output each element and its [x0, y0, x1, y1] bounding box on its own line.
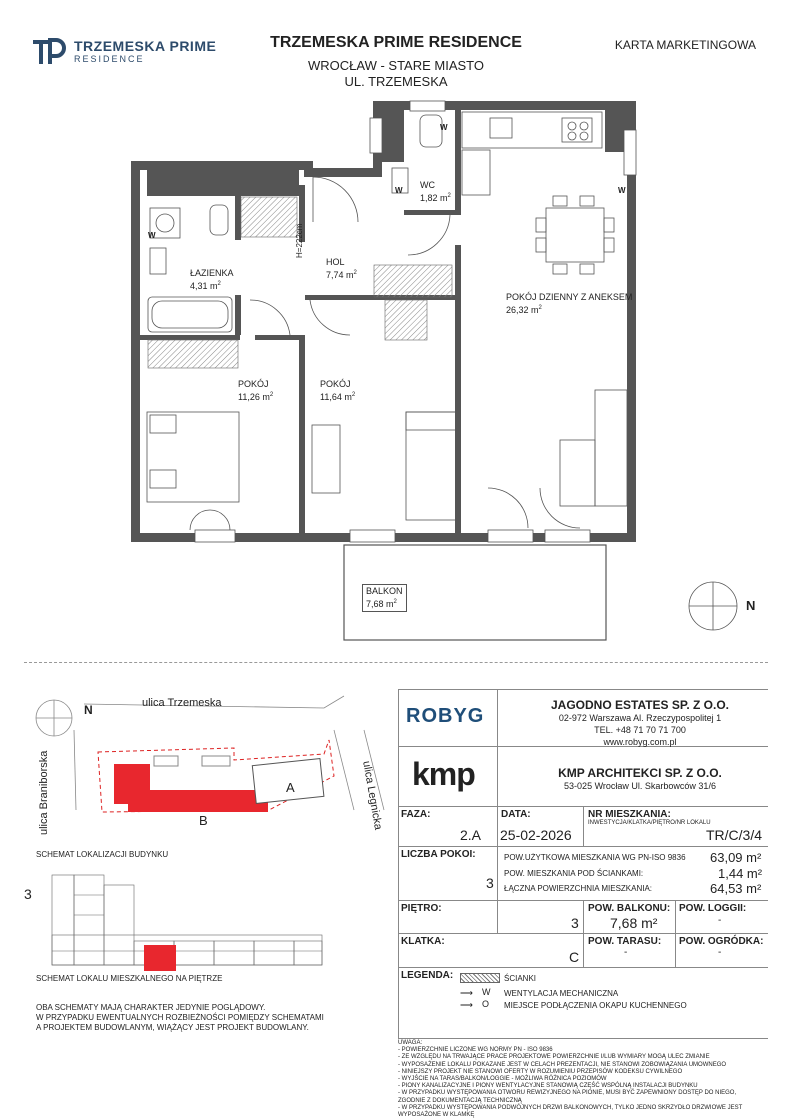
building-a-label: A [286, 780, 295, 795]
klatka-label: KLATKA: [401, 936, 445, 947]
legend-o-symbol: O [482, 999, 490, 1009]
data-label: DATA: [501, 809, 531, 820]
uwagi-line: ZGODNIE Z DOKUMENTACJĄ TECHNICZNĄ [398, 1097, 522, 1104]
uwagi-line: - W PRZYPADKU WYSTĘPOWANIA PODWÓJNYCH DRZWI BALKONOWYCH, TYLKO JEDNO SKRZYDŁO DRZWIOWE JEST [398, 1104, 743, 1111]
row-divider-7 [398, 1038, 768, 1039]
kmp-logo: kmp [412, 756, 475, 792]
pow-lacz-label: ŁĄCZNA POWIERZCHNIA MIESZKANIA: [504, 884, 653, 893]
room-label-pokoj-1: POKÓJ 11,26 $m^2$ [238, 379, 274, 402]
uwagi-line: WYPOSAŻONE W KLAMKĘ [398, 1112, 475, 1119]
building-b-label: B [199, 813, 208, 828]
balkon-label: POW. BALKONU: [588, 903, 671, 914]
disclaimer-3: A PROJEKTEM BUDOWLANYM, WIĄŻĄCY JEST PROJEKT BUDOWLANY. [36, 1023, 309, 1032]
legend-w-symbol: W [482, 987, 491, 997]
pow-sc-value: 1,44 m² [718, 866, 763, 881]
nr-value: TR/C/3/4 [706, 827, 763, 843]
loggia-label: POW. LOGGII: [679, 903, 747, 914]
street-braniborska: ulica Braniborska [38, 750, 50, 835]
room-label-wc: WC 1,82 $m^2$ [420, 180, 451, 203]
pietro-value: 3 [571, 915, 579, 931]
faza-label: FAZA: [401, 809, 431, 820]
pow-uz-value: 63,09 m² [710, 850, 762, 865]
legend-w-arrow-icon: ⟶ [460, 988, 473, 998]
pokoje-label: LICZBA POKOI: [401, 849, 476, 860]
uwagi-line: - NINIEJSZY PROJEKT NIE STANOWI OFERTY W ROZUMIENIU PRZEPISÓW KODEKSU CYWILNEGO [398, 1068, 683, 1075]
row-divider-3 [398, 846, 768, 847]
site-north-icon: N [84, 703, 93, 717]
nr-label: NR MIESZKANIA: [588, 809, 671, 820]
robyg-logo: ROBYG [406, 705, 485, 727]
disclaimer-1: OBA SCHEMATY MAJĄ CHARAKTER JEDYNIE POGLĄDOWY. [36, 1003, 266, 1012]
disclaimer-2: W PRZYPADKU EWENTUALNYCH ROZBIEŻNOŚCI POMIĘDZY SCHEMATAMI [36, 1013, 324, 1022]
legend-hatch-swatch [460, 973, 500, 983]
data-value: 25-02-2026 [500, 827, 572, 843]
doc-type: KARTA MARKETINGOWA [614, 38, 756, 52]
architect-block [540, 766, 740, 792]
legend-o-arrow-icon: ⟶ [460, 1000, 473, 1010]
developer-block [540, 698, 740, 748]
col-divider-2 [583, 806, 584, 846]
uwagi-line: - PIONY KANALIZACYJNE I PIONY WENTYLACYJNE STANOWIĄ CZĘŚĆ WSPÓLNĄ INSTALACJI BUDYNKU [398, 1083, 698, 1090]
north-icon: N [746, 598, 756, 613]
col-divider-3 [583, 900, 584, 967]
caption-location: SCHEMAT LOKALIZACJI BUDYNKU [36, 850, 169, 859]
room-label-pokoj-2: POKÓJ 11,64 $m^2$ [320, 379, 356, 402]
taras-value: - [624, 947, 628, 958]
row-divider-6 [398, 967, 768, 968]
divider [24, 662, 768, 663]
pow-uz-label: POW.UŻYTKOWA MIESZKANIA WG PN-ISO 9836 [504, 853, 686, 862]
vent-w-2: W [440, 123, 448, 132]
room-label-balkon: BALKON 7,68 $m^2$ [362, 584, 407, 612]
vent-w-1: W [148, 231, 156, 240]
pow-lacz-value: 64,53 m² [710, 881, 762, 896]
legend-scianki: ŚCIANKI [504, 974, 537, 983]
caption-floor: SCHEMAT LOKALU MIESZKALNEGO NA PIĘTRZE [36, 974, 223, 983]
uwagi-line: UWAGA: [398, 1040, 423, 1046]
ogrodek-value: - [718, 947, 722, 958]
floor-number: 3 [24, 886, 32, 902]
developer-phone: TEL. +48 71 70 71 700 [594, 725, 686, 735]
col-divider-1 [497, 806, 498, 933]
street: UL. TRZEMESKA [344, 74, 448, 89]
architect-name: KMP ARCHITEKCI SP. Z O.O. [558, 766, 722, 780]
taras-label: POW. TARASU: [588, 936, 662, 947]
room-label-pokoj-dzienny: POKÓJ DZIENNY Z ANEKSEM 26,32 $m^2$ [506, 292, 633, 315]
floor-plan [0, 90, 792, 650]
vent-w-3: W [395, 186, 403, 195]
page-title: TRZEMESKA PRIME RESIDENCE [270, 34, 522, 51]
height-note: H=222cm [295, 223, 304, 258]
table-border-left [398, 689, 399, 1038]
brand-sub: RESIDENCE [74, 54, 145, 64]
pokoje-value: 3 [486, 875, 494, 891]
uwagi-line: - W PRZYPADKU WYSTĘPOWANIA OTWORU REWIZYJNEGO NA PIONIE, MUSI BYĆ ZAPEWNIONY DOSTĘP DO NIEGO, [398, 1090, 737, 1097]
uwagi-notes [398, 1040, 768, 1119]
legend-w: WENTYLACJA MECHANICZNA [504, 989, 619, 998]
faza-value: 2.A [460, 827, 482, 843]
uwagi-line: - WYJŚCIE NA TARAS/BALKON/LOGGIE - MOŻLIWA RÓŻNICA POZIOMÓW [398, 1076, 607, 1083]
room-label-hol: HOL 7,74 $m^2$ [326, 257, 357, 280]
room-label-lazienka: ŁAZIENKA 4,31 $m^2$ [190, 268, 234, 291]
loggia-value: - [718, 915, 722, 926]
brand-name: TRZEMESKA PRIME [74, 38, 217, 54]
pietro-label: PIĘTRO: [401, 903, 442, 914]
uwagi-line: - WYPOSAŻENIE LOKALU POKAZANE JEST W CELACH PREZENTACJI, NIE STANOWI ZOBOWIĄZANIA UMOWNEGO [398, 1061, 727, 1068]
street-legnicka: ulica Legnicka [360, 760, 385, 831]
uwagi-line: - POWIERZCHNIE LICZONE WG NORMY PN - ISO 9836 [398, 1047, 553, 1054]
col-divider-4 [675, 900, 676, 967]
pow-sc-label: POW. MIESZKANIA POD ŚCIANKAMI: [504, 869, 644, 878]
developer-web: www.robyg.com.pl [603, 737, 677, 747]
architect-address: 53-025 Wrocław Ul. Skarbowców 31/6 [564, 781, 716, 791]
uwagi-line: - ZE WZGLĘDU NA TRWAJĄCE PRACE PROJEKTOWE POWIERZCHNIE I/LUB WYMIARY MOGĄ ULEC ZMIANIE [398, 1054, 710, 1061]
legend-o: MIEJSCE PODŁĄCZENIA OKAPU KUCHENNEGO [504, 1001, 687, 1010]
ogrodek-label: POW. OGRÓDKA: [679, 936, 764, 947]
developer-name: JAGODNO ESTATES SP. Z O.O. [550, 698, 730, 712]
city: WROCŁAW - STARE MIASTO [308, 58, 484, 73]
vent-w-4: W [618, 186, 626, 195]
balkon-value: 7,68 m² [610, 915, 658, 931]
klatka-value: C [569, 949, 580, 965]
logo-divider [497, 689, 498, 806]
table-border-top [398, 689, 768, 690]
street-trzemeska: ulica Trzemeska [142, 697, 222, 709]
floor-schema [24, 865, 394, 975]
legenda-label: LEGENDA: [401, 970, 454, 981]
developer-address: 02-972 Warszawa Al. Rzeczypospolitej 1 [558, 713, 722, 723]
nr-sub: INWESTYCJA/KLATKA/PIĘTRO/NR LOKALU [588, 820, 711, 826]
